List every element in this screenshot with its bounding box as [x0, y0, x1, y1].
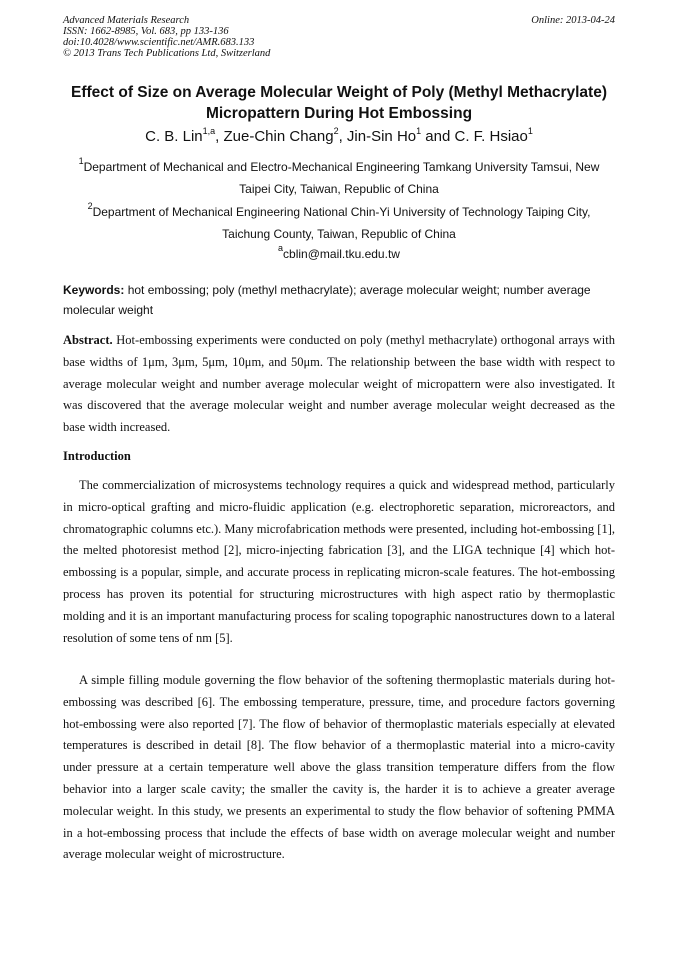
issn: ISSN: 1662-8985, Vol. 683, pp 133-136	[63, 26, 229, 37]
email-sup: a	[278, 243, 284, 253]
author-ho-sup: 1	[416, 126, 422, 136]
author-lin: C. B. Lin	[145, 128, 203, 145]
introduction-paragraph-2: A simple filling module governing the flow behavior of the softening thermoplastic materials during hot-embossing was described [6]. The embossing temperature, pressure, time, and procedure factors governing hot-embossing were also reported [7]. The flow of behavior of thermoplastic materials especially at elevated temperatures is described in detail [8]. The flow behavior of a thermoplastic material into a micro-cavity under pressure at a certain temperature well above the glass transition temperature differs from the flow behavior into a larger scale cavity; the smaller the cavity is, the harder it is to achieve a greater average molecular weight. In this study, we presents an experimental to study the flow behavior of softening PMMA in a hot-embossing process that include the effects of base width on average molecular weight and number average molecular weight of microstructure.	[63, 673, 615, 862]
author-list	[40, 127, 638, 147]
title-line-2: Micropattern During Hot Embossing	[205, 105, 473, 122]
author-lin-sup: 1,a	[202, 126, 216, 136]
affiliation-2-sup: 2	[87, 201, 93, 211]
affiliation-1-line-1: Department of Mechanical and Electro-Mechanical Engineering Tamkang University Tamsui, New	[83, 160, 600, 174]
author-chang-sup: 2	[333, 126, 339, 136]
abstract	[63, 330, 615, 439]
copyright: © 2013 Trans Tech Publications Ltd, Switzerland	[63, 48, 271, 59]
abstract-text: Hot-embossing experiments were conducted on poly (methyl methacrylate) orthogonal arrays with base widths of 1μm, 3μm, 5μm, 10μm, and 50μm. The relationship between the base width with respect to average molecular weight and number average molecular weight of micropattern were also investigated. It was discovered that the average molecular weight and number average molecular weight decreased as the base width increased.	[63, 333, 615, 435]
affiliation-1	[55, 156, 623, 200]
introduction-heading: Introduction	[63, 449, 131, 463]
author-ho: , Jin-Sin Ho	[338, 128, 417, 145]
online-date: Online: 2013-04-24	[531, 15, 615, 26]
paper-title	[40, 82, 638, 124]
affiliation-2	[55, 201, 623, 245]
doi: doi:10.4028/www.scientific.net/AMR.683.133	[63, 37, 255, 48]
keywords-text: hot embossing; poly (methyl methacrylate); average molecular weight; number average molecular weight	[63, 283, 591, 317]
author-hsiao-sup: 1	[527, 126, 533, 136]
affiliation-2-line-2: Taichung County, Taiwan, Republic of China	[222, 227, 456, 241]
journal-header	[63, 15, 615, 59]
affiliation-2-line-1: Department of Mechanical Engineering National Chin-Yi University of Technology Taiping City,	[92, 205, 591, 219]
affiliation-1-line-2: Taipei City, Taiwan, Republic of China	[239, 182, 439, 196]
author-hsiao: and C. F. Hsiao	[421, 128, 528, 145]
introduction-paragraph-1: The commercialization of microsystems technology requires a quick and widespread method, particularly in micro-optical grafting and micro-fluidic application (e.g. electrophoretic separation, microreactors, and chromatographic columns etc.). Many microfabrication methods were presented, including hot-embossing [1], the melted photoresist method [2], micro-injecting fabrication [3], and the LIGA technique [4] which hot-embossing is a popular, simple, and accurate process in replicating micron-scale features. The hot-embossing process has proven its potential for structuring microstructures with high aspect ratio by thermoplastic molding and it is an important manufacturing process for scaling topographic nanostructures down to a lateral resolution of some tens of nm [5].	[63, 478, 615, 645]
email-address: cblin@mail.tku.edu.tw	[283, 247, 400, 261]
keywords	[63, 280, 615, 320]
journal-name: Advanced Materials Research	[63, 15, 190, 26]
abstract-label: Abstract.	[63, 333, 113, 347]
author-chang: , Zue-Chin Chang	[215, 128, 334, 145]
keywords-label: Keywords:	[63, 283, 125, 297]
title-line-1: Effect of Size on Average Molecular Weight of Poly (Methyl Methacrylate)	[71, 84, 607, 101]
corresponding-email	[55, 243, 623, 265]
affiliation-1-sup: 1	[78, 156, 84, 166]
